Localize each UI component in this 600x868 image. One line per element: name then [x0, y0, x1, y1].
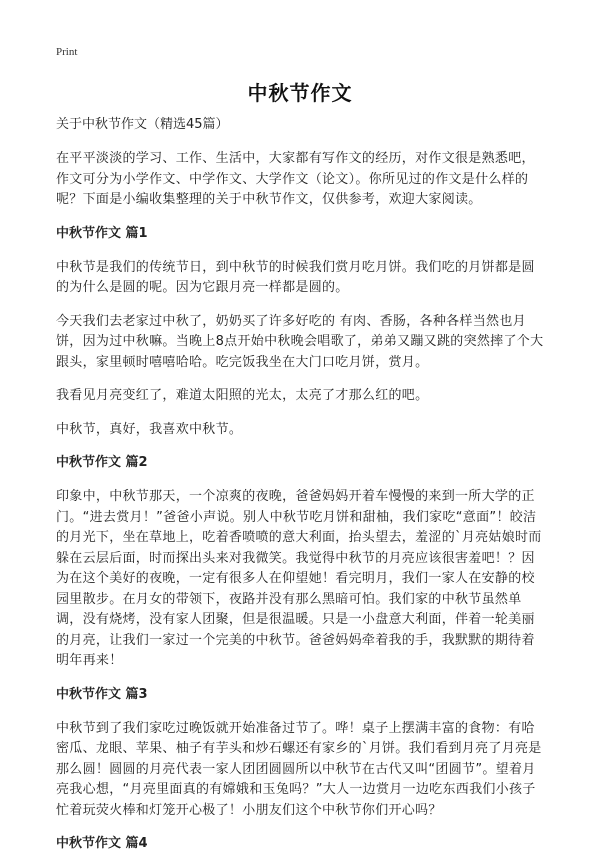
- intro-paragraph: 在平平淡淡的学习、工作、生活中，大家都有写作文的经历，对作文很是熟悉吧，作文可分为小学作文、中学作文、大学作文（论文）。你所见过的作文是什么样的呢？下面是小编收集整理的关于中秋节作文，仅供参考，欢迎大家阅读。: [56, 151, 535, 207]
- article-paragraph: 中秋节，真好，我喜欢中秋节。: [56, 421, 243, 437]
- document-subtitle: 关于中秋节作文（精选45篇）: [56, 117, 229, 132]
- print-label[interactable]: Print: [56, 46, 78, 58]
- article-paragraph: 中秋节到了我们家吃过晚饭就开始准备过节了。哗！桌子上摆满丰富的食物：有哈密瓜、龙眼、苹果、柚子有芋头和炒石螺还有家乡的`月饼。我们看到月亮了月亮是那么圆！圆圆的月亮代表一家人团团圆圆所以中秋节在古代又叫“团圆节”。望着月亮我心想，“月亮里面真的有嫦娥和玉兔吗？”大人一边赏月一边吃东西我们小孩子忙着玩荧火棒和灯笼开心极了！小朋友们这个中秋节你们开心吗？: [56, 720, 542, 818]
- document-body: [56, 115, 548, 868]
- article-paragraph: 中秋节是我们的传统节日，到中秋节的时候我们赏月吃月饼。我们吃的月饼都是圆的为什么是圆的呢。因为它跟月亮一样都是圆的。: [56, 259, 535, 295]
- article-4: [56, 834, 548, 854]
- article-1: [56, 224, 548, 441]
- article-paragraph: 印象中，中秋节那天，一个凉爽的夜晚，爸爸妈妈开着车慢慢的来到一所大学的正门。“进去赏月！”爸爸小声说。别人中秋节吃月饼和甜柚，我们家吃“意面”！皎洁的月光下，坐在草地上，吃着香喷喷的意大利面，抬头望去，羞涩的`月亮姑娘时而躲在云层后面，时而探出头来对我微笑。我觉得中秋节的月亮应该很害羞吧！？因为在这个美好的夜晚，一定有很多人在仰望她！看完明月，我们一家人在安静的校园里散步。在月女的带领下，夜路并没有那么黑暗可怕。我们家的中秋节虽然单调，没有烧烤，没有家人团聚，但是很温暖。只是一小盘意大利面，伴着一轮美丽的月亮，让我们一家过一个完美的中秋节。爸爸妈妈牵着我的手，我默默的期待着明年再来！: [56, 489, 542, 668]
- article-paragraph: 今天我们去老家过中秋了，奶奶买了许多好吃的 有肉、香肠，各种各样当然也月饼，因为过中秋嘛。当晚上8点开始中秋晚会唱歌了，弟弟又蹦又跳的突然摔了个大跟头，家里顿时嘻嘻哈哈。吃完饭我坐在大门口吃月饼，赏月。: [56, 313, 544, 370]
- article-paragraph: 我看见月亮变红了，难道太阳照的光太，太亮了才那么红的吧。: [56, 388, 429, 403]
- article-heading: 中秋节作文 篇3: [56, 686, 148, 702]
- article-3: [56, 685, 548, 822]
- article-heading: 中秋节作文 篇4: [56, 836, 148, 851]
- article-heading: 中秋节作文 篇2: [56, 455, 148, 470]
- article-heading: 中秋节作文 篇1: [56, 225, 148, 241]
- article-2: [56, 453, 548, 672]
- page-title: 中秋节作文: [247, 81, 353, 105]
